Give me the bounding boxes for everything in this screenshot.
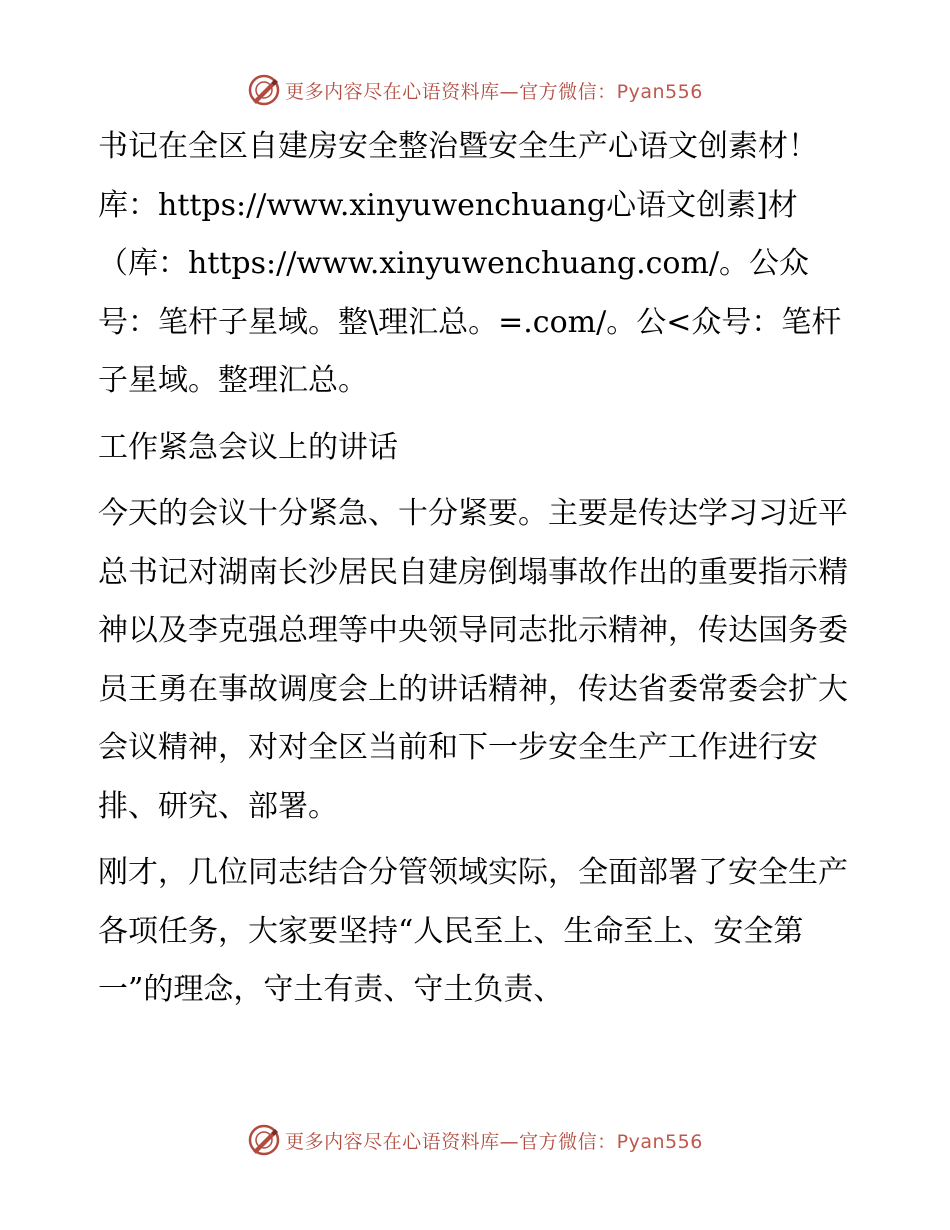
document-body — [98, 118, 858, 1028]
banner-wechat-id: Pyan556 — [616, 1130, 703, 1153]
banner-text: 更多内容尽在心语资料库—官方微信：Pyan556 — [285, 1130, 703, 1153]
paragraph-title: 书记在全区自建房安全整治暨安全生产心语文创素材！库：https://www.xinyuwenchuang心语文创素]材（库：https://www.xinyuwenchuang.com/。公众号：笔杆子星域。整\理汇总。=.com/。公<众号：笔杆子星域。整理汇总。 — [98, 129, 842, 398]
banner-wechat-id: Pyan556 — [616, 80, 703, 103]
footer-watermark-banner — [0, 1120, 950, 1160]
pen-logo-icon — [247, 73, 281, 107]
paragraph-subtitle: 工作紧急会议上的讲话 — [98, 429, 398, 465]
banner-text: 更多内容尽在心语资料库—官方微信：Pyan556 — [285, 80, 703, 103]
paragraph-intro: 今天的会议十分紧急、十分紧要。主要是传达学习习近平总书记对湖南长沙居民自建房倒塌事故作出的重要指示精神以及李克强总理等中央领导同志批示精神，传达国务委员王勇在事故调度会上的讲话精神，传达省委常委会扩大会议精神，对对全区当前和下一步安全生产工作进行安排、研究、部署。 — [98, 496, 848, 824]
pen-logo-icon — [247, 1123, 281, 1157]
paragraph-tasks: 刚才，几位同志结合分管领域实际，全面部署了安全生产各项任务，大家要坚持“人民至上、生命至上、安全第一”的理念，守土有责、守土负责、 — [98, 855, 848, 1007]
header-watermark-banner — [0, 70, 950, 110]
